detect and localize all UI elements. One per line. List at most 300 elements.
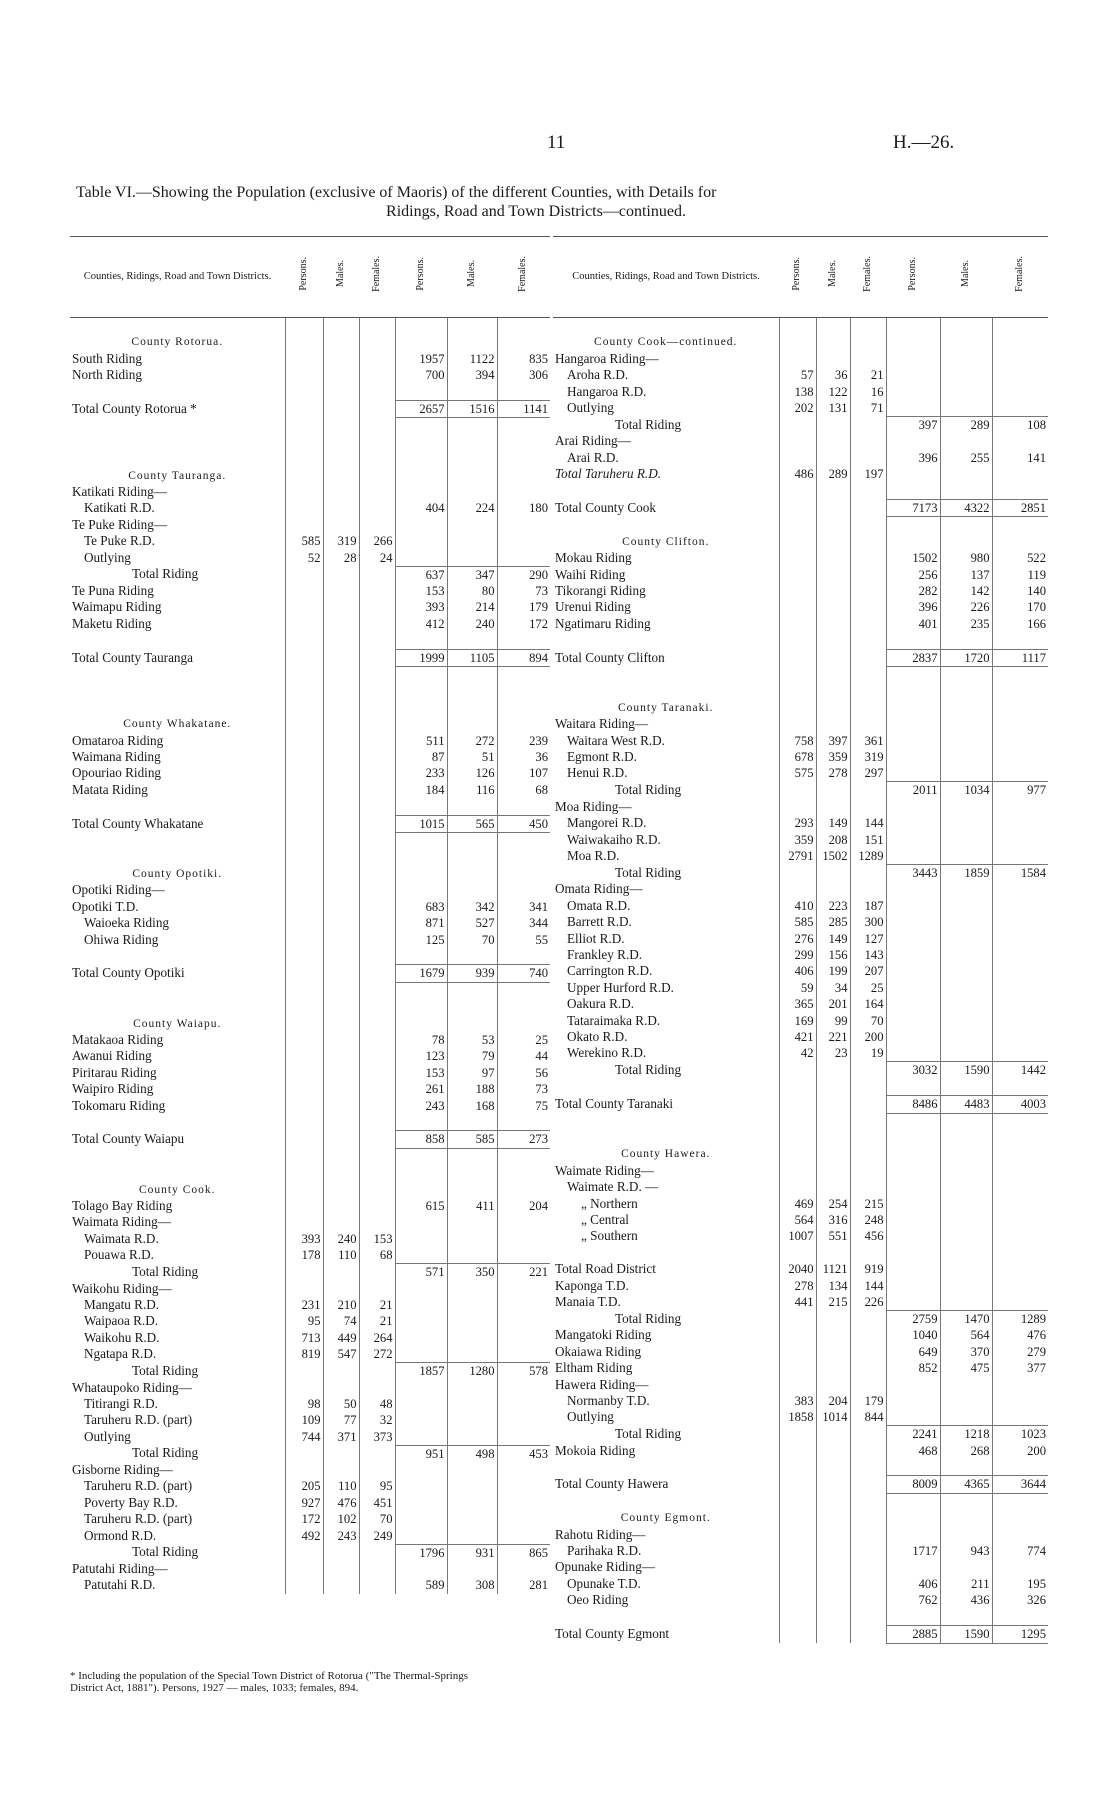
cell-males: 122 xyxy=(816,384,850,400)
cell-persons: 1007 xyxy=(779,1228,816,1244)
cell-persons: 575 xyxy=(779,765,816,781)
cell-persons xyxy=(779,1163,816,1179)
cell-females xyxy=(359,517,395,533)
cell-females-total: 306 xyxy=(497,367,550,383)
cell-males xyxy=(323,915,359,931)
cell-males-total xyxy=(940,1377,992,1393)
cell-males-total: 939 xyxy=(447,965,497,982)
cell-males xyxy=(323,1380,359,1396)
row-label: Te Puna Riding xyxy=(70,583,285,599)
caption-line-2: Ridings, Road and Town Districts—continued. xyxy=(386,203,686,220)
cell-males xyxy=(323,1032,359,1048)
table-row xyxy=(553,583,1048,599)
cell-persons xyxy=(779,1576,816,1592)
cell-males-total: 142 xyxy=(940,583,992,599)
cell-persons-total xyxy=(886,1294,940,1310)
column-header-females: Females. xyxy=(359,237,395,318)
cell-females xyxy=(359,1198,395,1214)
spacer-row xyxy=(70,833,550,850)
table-row xyxy=(70,899,550,915)
cell-males-total xyxy=(940,1261,992,1277)
cell-females-total: 450 xyxy=(497,815,550,832)
cell-females xyxy=(850,1592,886,1608)
cell-females xyxy=(359,484,395,500)
cell-males: 1502 xyxy=(816,848,850,864)
cell-males: 134 xyxy=(816,1278,850,1294)
cell-males: 36 xyxy=(816,367,850,383)
table-row xyxy=(70,599,550,615)
cell-females-total: 344 xyxy=(497,915,550,931)
cell-males xyxy=(816,1559,850,1575)
cell-persons xyxy=(779,416,816,433)
cell-males-total xyxy=(447,533,497,549)
row-label: Total County Egmont xyxy=(553,1626,779,1643)
cell-males: 316 xyxy=(816,1212,850,1228)
cell-females-total: 835 xyxy=(497,351,550,367)
table-row xyxy=(70,1544,550,1561)
column-header-males-total: Males. xyxy=(940,237,992,318)
cell-persons-total xyxy=(886,1393,940,1409)
cell-males-total: 1218 xyxy=(940,1426,992,1443)
cell-females-total: 290 xyxy=(497,566,550,583)
spacer-row xyxy=(553,483,1048,500)
row-label: Total Riding xyxy=(553,1310,779,1327)
cell-males-total xyxy=(447,1330,497,1346)
cell-persons: 169 xyxy=(779,1013,816,1029)
spacer-row xyxy=(553,632,1048,649)
cell-females-total: 36 xyxy=(497,749,550,765)
cell-males-total: 1590 xyxy=(940,1626,992,1643)
row-label: Tataraimaka R.D. xyxy=(553,1013,779,1029)
cell-persons-total xyxy=(395,533,447,549)
table-row xyxy=(70,1065,550,1081)
cell-persons-total xyxy=(395,1346,447,1362)
cell-persons-total xyxy=(395,1412,447,1428)
cell-males-total xyxy=(940,351,992,367)
row-label: „ Northern xyxy=(553,1196,779,1212)
cell-females xyxy=(359,599,395,615)
table-row xyxy=(70,1081,550,1097)
cell-persons-total xyxy=(395,1528,447,1544)
spacer-row xyxy=(553,1609,1048,1626)
cell-persons: 486 xyxy=(779,466,816,482)
row-label: Rahotu Riding— xyxy=(553,1527,779,1543)
cell-persons-total: 1040 xyxy=(886,1327,940,1343)
cell-persons: 231 xyxy=(285,1297,323,1313)
cell-females xyxy=(359,1281,395,1297)
cell-persons-total: 762 xyxy=(886,1592,940,1608)
table-row xyxy=(553,450,1048,466)
cell-males-total xyxy=(940,996,992,1012)
row-label: Opunake Riding— xyxy=(553,1559,779,1575)
cell-males: 215 xyxy=(816,1294,850,1310)
left-table-body xyxy=(70,318,550,1594)
cell-persons xyxy=(779,881,816,897)
row-label: Total County Tauranga xyxy=(70,649,285,666)
spacer-row xyxy=(553,1245,1048,1261)
cell-males-total xyxy=(447,1231,497,1247)
row-label: Oakura R.D. xyxy=(553,996,779,1012)
cell-persons xyxy=(779,550,816,566)
cell-females-total xyxy=(992,1228,1048,1244)
cell-persons-total: 8486 xyxy=(886,1096,940,1113)
cell-females: 249 xyxy=(359,1528,395,1544)
county-heading-label: County Hawera. xyxy=(553,1146,779,1162)
row-label: Patutahi R.D. xyxy=(70,1577,285,1593)
row-label: Waimapu Riding xyxy=(70,599,285,615)
cell-females xyxy=(359,965,395,982)
cell-males xyxy=(816,567,850,583)
cell-persons-total xyxy=(886,1045,940,1061)
table-row xyxy=(553,931,1048,947)
cell-females xyxy=(359,749,395,765)
cell-males: 149 xyxy=(816,815,850,831)
cell-persons xyxy=(285,1214,323,1230)
cell-persons: 293 xyxy=(779,815,816,831)
cell-males-total: 4365 xyxy=(940,1476,992,1493)
cell-females-total xyxy=(992,881,1048,897)
cell-males-total xyxy=(940,947,992,963)
table-row xyxy=(553,1559,1048,1575)
row-label: Waiwakaiho R.D. xyxy=(553,832,779,848)
cell-females xyxy=(850,1443,886,1459)
cell-males-total xyxy=(940,1393,992,1409)
cell-males xyxy=(323,882,359,898)
cell-females: 844 xyxy=(850,1409,886,1425)
row-label: Total County Rotorua * xyxy=(70,401,285,418)
spacer-row xyxy=(70,1165,550,1181)
cell-males: 102 xyxy=(323,1511,359,1527)
cell-females-total xyxy=(497,1247,550,1263)
cell-males xyxy=(816,499,850,516)
table-row xyxy=(553,980,1048,996)
cell-females: 70 xyxy=(359,1511,395,1527)
cell-males-total xyxy=(447,1380,497,1396)
cell-males-total xyxy=(940,832,992,848)
cell-males-total xyxy=(447,1396,497,1412)
cell-females xyxy=(359,367,395,383)
cell-males xyxy=(816,1576,850,1592)
cell-persons-total: 2657 xyxy=(395,401,447,418)
cell-females: 456 xyxy=(850,1228,886,1244)
cell-females-total: 4003 xyxy=(992,1096,1048,1113)
table-row xyxy=(70,533,550,549)
cell-females-total xyxy=(992,1212,1048,1228)
table-row xyxy=(553,1196,1048,1212)
cell-females-total xyxy=(497,1330,550,1346)
cell-males xyxy=(323,1131,359,1148)
table-row xyxy=(553,1212,1048,1228)
row-label: Opunake T.D. xyxy=(553,1576,779,1592)
cell-persons-total xyxy=(395,1231,447,1247)
cell-males-total xyxy=(940,1045,992,1061)
cell-persons xyxy=(779,1062,816,1079)
cell-persons: 42 xyxy=(779,1045,816,1061)
cell-males xyxy=(816,1163,850,1179)
cell-males-total xyxy=(940,963,992,979)
cell-persons xyxy=(285,566,323,583)
table-row xyxy=(553,1592,1048,1608)
cell-females xyxy=(359,500,395,516)
cell-males xyxy=(323,566,359,583)
cell-females: 187 xyxy=(850,898,886,914)
table-row xyxy=(70,1511,550,1527)
cell-females-total xyxy=(497,1561,550,1577)
cell-males xyxy=(816,1592,850,1608)
table-row xyxy=(553,384,1048,400)
row-label: Ngatimaru Riding xyxy=(553,616,779,632)
cell-persons-total: 511 xyxy=(395,733,447,749)
cell-females-total: 73 xyxy=(497,583,550,599)
table-row xyxy=(70,749,550,765)
cell-females xyxy=(359,765,395,781)
cell-males xyxy=(816,782,850,799)
cell-males xyxy=(816,1062,850,1079)
county-total-row xyxy=(70,649,550,666)
county-total-row xyxy=(553,649,1048,666)
cell-females: 153 xyxy=(359,1231,395,1247)
cell-females-total: 195 xyxy=(992,1576,1048,1592)
cell-persons xyxy=(285,1380,323,1396)
cell-females-total xyxy=(992,1527,1048,1543)
table-row xyxy=(553,1360,1048,1376)
cell-persons-total xyxy=(886,947,940,963)
cell-females xyxy=(359,616,395,632)
cell-males-total xyxy=(940,1527,992,1543)
table-row xyxy=(70,616,550,632)
cell-persons-total xyxy=(395,1313,447,1329)
cell-persons-total: 3443 xyxy=(886,864,940,881)
table-row xyxy=(70,1412,550,1428)
cell-persons-total xyxy=(886,1261,940,1277)
cell-males xyxy=(816,864,850,881)
cell-persons-total xyxy=(395,1281,447,1297)
cell-persons-total: 1999 xyxy=(395,649,447,666)
county-heading xyxy=(553,700,1048,716)
cell-persons: 492 xyxy=(285,1528,323,1544)
table-row xyxy=(70,1445,550,1462)
cell-females xyxy=(850,864,886,881)
cell-persons: 410 xyxy=(779,898,816,914)
cell-persons-total: 871 xyxy=(395,915,447,931)
cell-males xyxy=(816,1377,850,1393)
table-row xyxy=(70,1561,550,1577)
table-row xyxy=(70,1231,550,1247)
cell-females xyxy=(850,649,886,666)
row-label: Omata R.D. xyxy=(553,898,779,914)
cell-males-total: 564 xyxy=(940,1327,992,1343)
cell-males xyxy=(816,1310,850,1327)
row-label: Total County Taranaki xyxy=(553,1096,779,1113)
cell-females xyxy=(359,1264,395,1281)
cell-males xyxy=(816,1096,850,1113)
cell-persons xyxy=(285,1098,323,1114)
county-heading-label: County Egmont. xyxy=(553,1510,779,1526)
row-label: Awanui Riding xyxy=(70,1048,285,1064)
cell-persons xyxy=(779,499,816,516)
footnote: * Including the population of the Special Town District of Rotorua ("The Thermal-Springs District Act, 1881"). Persons, 1927 — males, 1033; females, 894. xyxy=(70,1670,469,1694)
cell-males: 210 xyxy=(323,1297,359,1313)
row-label: South Riding xyxy=(70,351,285,367)
cell-females: 151 xyxy=(850,832,886,848)
cell-persons xyxy=(285,899,323,915)
cell-males xyxy=(323,1198,359,1214)
cell-females-total xyxy=(992,749,1048,765)
cell-females: 19 xyxy=(850,1045,886,1061)
row-label: Moa R.D. xyxy=(553,848,779,864)
cell-persons-total xyxy=(395,1511,447,1527)
cell-males: 77 xyxy=(323,1412,359,1428)
cell-persons xyxy=(779,1344,816,1360)
cell-persons xyxy=(779,616,816,632)
row-label: Moa Riding— xyxy=(553,799,779,815)
cell-females xyxy=(850,716,886,732)
cell-females-total: 1289 xyxy=(992,1310,1048,1327)
cell-persons-total xyxy=(886,1029,940,1045)
cell-males-total: 1720 xyxy=(940,649,992,666)
cell-males-total xyxy=(940,1278,992,1294)
cell-persons-total: 125 xyxy=(395,932,447,948)
row-label: Okaiawa Riding xyxy=(553,1344,779,1360)
cell-females xyxy=(359,1363,395,1380)
row-label: Mokau Riding xyxy=(553,550,779,566)
cell-males-total xyxy=(940,881,992,897)
cell-females-total: 221 xyxy=(497,1264,550,1281)
cell-females-total xyxy=(497,1346,550,1362)
cell-males: 254 xyxy=(816,1196,850,1212)
cell-females-total xyxy=(992,1013,1048,1029)
table-row xyxy=(553,832,1048,848)
row-label: Waihi Riding xyxy=(553,567,779,583)
cell-males xyxy=(816,1360,850,1376)
table-row xyxy=(553,1278,1048,1294)
cell-persons: 744 xyxy=(285,1429,323,1445)
cell-persons-total xyxy=(395,1330,447,1346)
cell-females xyxy=(850,1377,886,1393)
row-label: Eltham Riding xyxy=(553,1360,779,1376)
county-heading-label: County Waiapu. xyxy=(70,1016,285,1032)
cell-females-total: 179 xyxy=(497,599,550,615)
cell-persons-total: 396 xyxy=(886,450,940,466)
cell-females-total xyxy=(992,1261,1048,1277)
table-row xyxy=(553,881,1048,897)
cell-males-total: 1122 xyxy=(447,351,497,367)
row-label: Outlying xyxy=(553,400,779,416)
table-row xyxy=(70,733,550,749)
cell-males: 149 xyxy=(816,931,850,947)
cell-males-total xyxy=(940,1163,992,1179)
column-header-persons-total: Persons. xyxy=(886,237,940,318)
cell-persons-total xyxy=(886,1212,940,1228)
cell-males xyxy=(816,799,850,815)
cell-males-total: 272 xyxy=(447,733,497,749)
table-row xyxy=(553,1327,1048,1343)
cell-males xyxy=(323,749,359,765)
row-label: Total County Opotiki xyxy=(70,965,285,982)
cell-males-total xyxy=(940,716,992,732)
cell-persons-total: 397 xyxy=(886,416,940,433)
cell-persons-total xyxy=(886,1559,940,1575)
cell-males xyxy=(323,815,359,832)
cell-males: 50 xyxy=(323,1396,359,1412)
cell-females-total: 170 xyxy=(992,599,1048,615)
cell-persons: 172 xyxy=(285,1511,323,1527)
cell-females-total: 68 xyxy=(497,782,550,798)
cell-females-total xyxy=(497,1429,550,1445)
cell-females xyxy=(850,1179,886,1195)
row-label: Waimata R.D. xyxy=(70,1231,285,1247)
column-header-males-total: Males. xyxy=(447,237,497,318)
cell-persons: 359 xyxy=(779,832,816,848)
cell-males xyxy=(323,765,359,781)
cell-females: 71 xyxy=(850,400,886,416)
spacer-row xyxy=(70,999,550,1015)
row-label: Pouawa R.D. xyxy=(70,1247,285,1263)
county-total-row xyxy=(553,1096,1048,1113)
table-row xyxy=(70,882,550,898)
cell-males: 131 xyxy=(816,400,850,416)
cell-persons-total: 412 xyxy=(395,616,447,632)
cell-males: 34 xyxy=(816,980,850,996)
cell-males-total: 394 xyxy=(447,367,497,383)
table-row xyxy=(70,765,550,781)
cell-males: 221 xyxy=(816,1029,850,1045)
cell-persons-total xyxy=(395,484,447,500)
cell-persons-total xyxy=(886,1013,940,1029)
column-header-females: Females. xyxy=(850,237,886,318)
spacer-row xyxy=(553,1079,1048,1096)
cell-males-total xyxy=(447,1528,497,1544)
row-label: „ Southern xyxy=(553,1228,779,1244)
cell-females-total: 522 xyxy=(992,550,1048,566)
cell-females-total xyxy=(992,815,1048,831)
cell-females-total xyxy=(992,733,1048,749)
cell-females xyxy=(359,1380,395,1396)
cell-females: 127 xyxy=(850,931,886,947)
row-label: Egmont R.D. xyxy=(553,749,779,765)
row-label: Waikohu Riding— xyxy=(70,1281,285,1297)
cell-females xyxy=(850,499,886,516)
row-label: Ormond R.D. xyxy=(70,1528,285,1544)
cell-males xyxy=(323,1048,359,1064)
cell-males xyxy=(816,1344,850,1360)
cell-females xyxy=(850,583,886,599)
cell-females xyxy=(850,351,886,367)
row-label: Waimate R.D. — xyxy=(553,1179,779,1195)
cell-females xyxy=(850,1426,886,1443)
cell-males-total: 137 xyxy=(940,567,992,583)
spacer-row xyxy=(70,700,550,716)
cell-males xyxy=(816,1179,850,1195)
cell-persons-total xyxy=(886,914,940,930)
spacer-row xyxy=(70,683,550,699)
county-total-row xyxy=(553,1626,1048,1643)
cell-persons xyxy=(779,1592,816,1608)
county-heading-label: County Opotiki. xyxy=(70,866,285,882)
cell-males-total xyxy=(447,1412,497,1428)
table-row xyxy=(70,1098,550,1114)
cell-females-total xyxy=(992,1393,1048,1409)
cell-persons: 758 xyxy=(779,733,816,749)
cell-persons: 421 xyxy=(779,1029,816,1045)
cell-females: 21 xyxy=(359,1313,395,1329)
cell-persons-total: 2885 xyxy=(886,1626,940,1643)
table-row xyxy=(553,1310,1048,1327)
cell-males xyxy=(816,716,850,732)
cell-males-total: 268 xyxy=(940,1443,992,1459)
cell-persons: 393 xyxy=(285,1231,323,1247)
cell-males: 110 xyxy=(323,1247,359,1263)
